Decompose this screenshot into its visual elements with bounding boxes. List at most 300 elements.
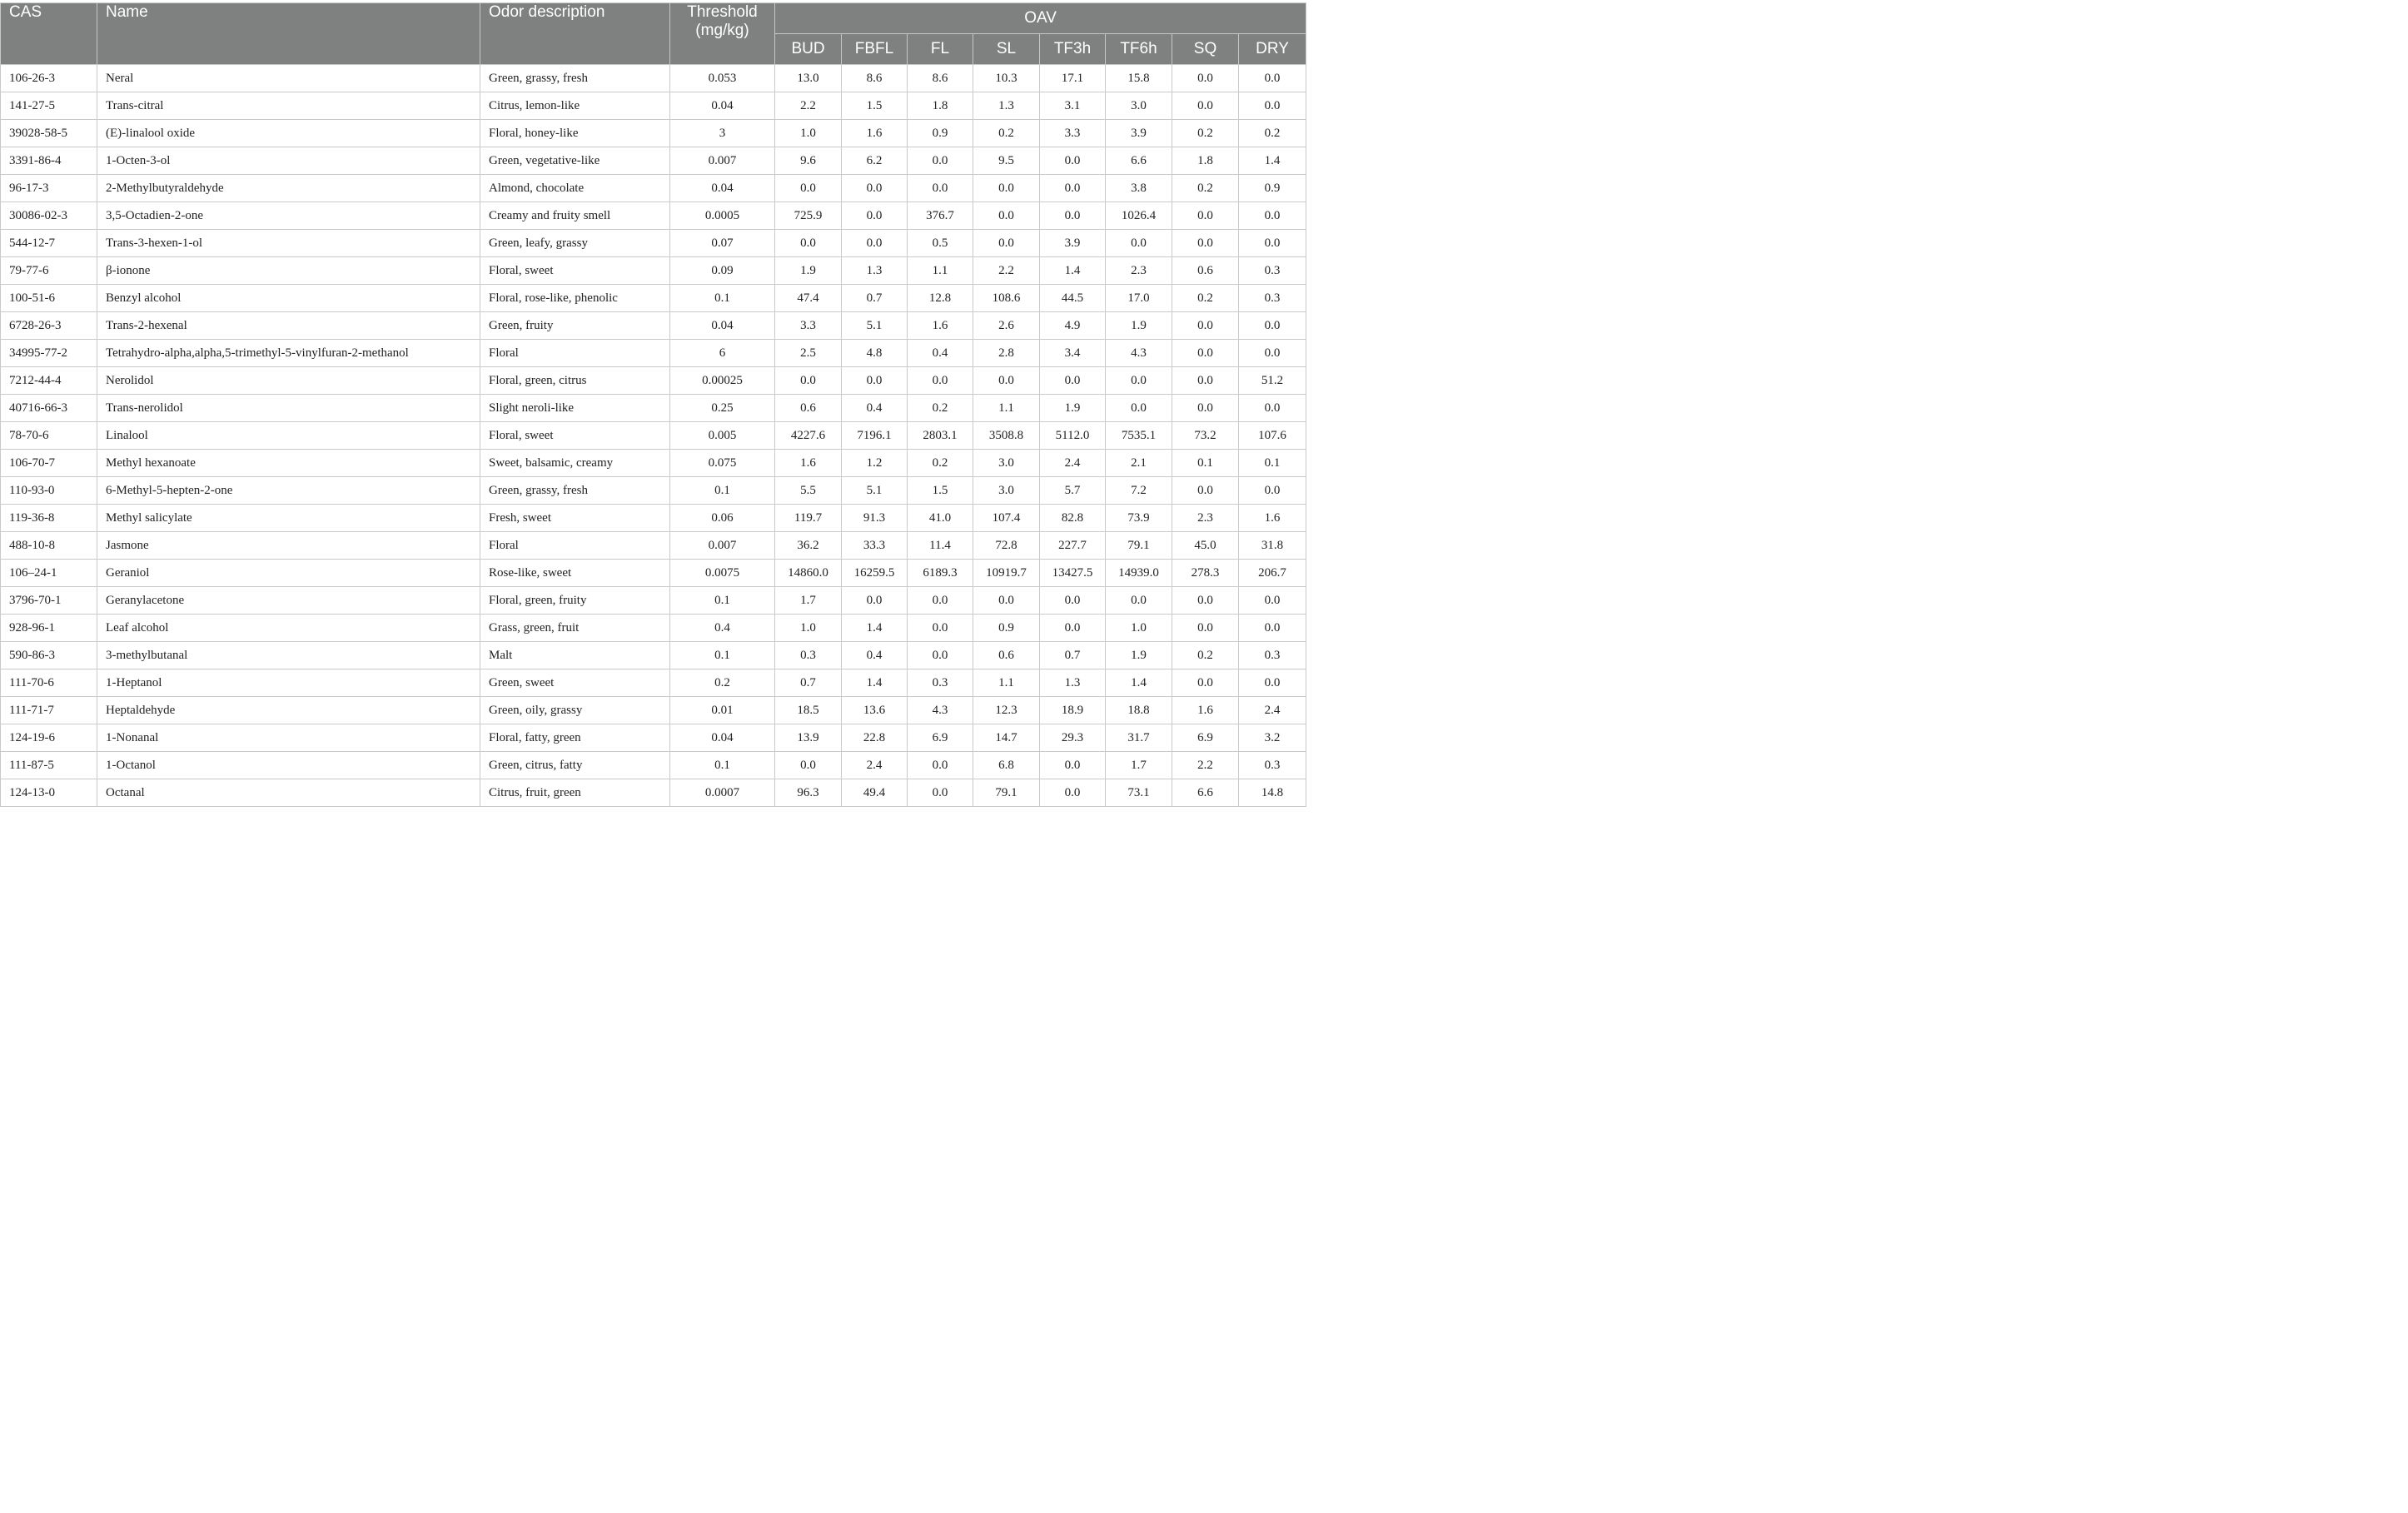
cell-cas: 30086-02-3	[1, 202, 97, 230]
cell-cas: 96-17-3	[1, 175, 97, 202]
cell-odor-description: Green, leafy, grassy	[480, 230, 670, 257]
cell-oav-bud: 1.0	[775, 615, 842, 642]
cell-oav-bud: 1.0	[775, 120, 842, 147]
cell-odor-description: Floral, green, citrus	[480, 367, 670, 395]
cell-oav-sq: 0.0	[1172, 340, 1239, 367]
cell-oav-tf6h: 0.0	[1106, 230, 1172, 257]
table-row	[1, 120, 1306, 147]
cell-cas: 100-51-6	[1, 285, 97, 312]
cell-name: Trans-nerolidol	[97, 395, 480, 422]
cell-name: (E)-linalool oxide	[97, 120, 480, 147]
cell-oav-fl: 1.8	[908, 92, 973, 120]
cell-oav-fl: 0.0	[908, 587, 973, 615]
cell-oav-dry: 0.3	[1239, 752, 1306, 779]
cell-oav-dry: 0.0	[1239, 202, 1306, 230]
table-row	[1, 560, 1306, 587]
cell-name: Heptaldehyde	[97, 697, 480, 724]
cell-oav-tf6h: 1.7	[1106, 752, 1172, 779]
cell-odor-description: Floral	[480, 532, 670, 560]
table-row	[1, 230, 1306, 257]
cell-oav-dry: 0.0	[1239, 65, 1306, 92]
cell-odor-description: Green, oily, grassy	[480, 697, 670, 724]
table-row	[1, 285, 1306, 312]
cell-oav-fbfl: 16259.5	[842, 560, 908, 587]
cell-oav-fbfl: 7196.1	[842, 422, 908, 450]
cell-oav-bud: 2.2	[775, 92, 842, 120]
cell-oav-tf6h: 79.1	[1106, 532, 1172, 560]
cell-oav-fl: 0.9	[908, 120, 973, 147]
cell-odor-description: Creamy and fruity smell	[480, 202, 670, 230]
cell-oav-dry: 0.0	[1239, 312, 1306, 340]
cell-odor-description: Green, sweet	[480, 669, 670, 697]
cell-oav-tf3h: 0.0	[1040, 147, 1106, 175]
cell-odor-description: Green, grassy, fresh	[480, 65, 670, 92]
table-row	[1, 477, 1306, 505]
cell-oav-fl: 376.7	[908, 202, 973, 230]
cell-oav-tf6h: 17.0	[1106, 285, 1172, 312]
cell-name: β-ionone	[97, 257, 480, 285]
cell-oav-tf6h: 31.7	[1106, 724, 1172, 752]
cell-oav-tf3h: 1.9	[1040, 395, 1106, 422]
cell-odor-description: Almond, chocolate	[480, 175, 670, 202]
cell-oav-tf3h: 0.0	[1040, 367, 1106, 395]
cell-oav-fbfl: 1.6	[842, 120, 908, 147]
cell-oav-dry: 0.1	[1239, 450, 1306, 477]
cell-threshold: 0.2	[670, 669, 775, 697]
table-row	[1, 505, 1306, 532]
cell-oav-bud: 18.5	[775, 697, 842, 724]
cell-odor-description: Slight neroli-like	[480, 395, 670, 422]
cell-oav-sl: 1.1	[973, 395, 1040, 422]
cell-threshold: 0.1	[670, 285, 775, 312]
cell-oav-fbfl: 0.7	[842, 285, 908, 312]
cell-cas: 590-86-3	[1, 642, 97, 669]
cell-oav-bud: 725.9	[775, 202, 842, 230]
cell-oav-fl: 6.9	[908, 724, 973, 752]
table-row	[1, 669, 1306, 697]
cell-oav-bud: 1.7	[775, 587, 842, 615]
cell-oav-fl: 0.0	[908, 175, 973, 202]
cell-oav-sl: 10.3	[973, 65, 1040, 92]
cell-oav-bud: 119.7	[775, 505, 842, 532]
cell-oav-fbfl: 1.4	[842, 669, 908, 697]
cell-oav-dry: 0.3	[1239, 642, 1306, 669]
cell-odor-description: Fresh, sweet	[480, 505, 670, 532]
cell-odor-description: Floral, fatty, green	[480, 724, 670, 752]
cell-oav-sl: 1.3	[973, 92, 1040, 120]
cell-oav-sl: 10919.7	[973, 560, 1040, 587]
cell-oav-fl: 8.6	[908, 65, 973, 92]
cell-oav-fbfl: 0.4	[842, 642, 908, 669]
cell-oav-dry: 14.8	[1239, 779, 1306, 807]
cell-oav-bud: 9.6	[775, 147, 842, 175]
cell-threshold: 0.4	[670, 615, 775, 642]
cell-threshold: 0.007	[670, 147, 775, 175]
cell-threshold: 0.005	[670, 422, 775, 450]
cell-oav-tf6h: 14939.0	[1106, 560, 1172, 587]
cell-name: Tetrahydro-alpha,alpha,5-trimethyl-5-vinylfuran-2-methanol	[97, 340, 480, 367]
cell-oav-bud: 14860.0	[775, 560, 842, 587]
cell-oav-sq: 278.3	[1172, 560, 1239, 587]
header-cas: CAS	[1, 3, 97, 65]
cell-oav-sl: 0.0	[973, 202, 1040, 230]
cell-name: Geraniol	[97, 560, 480, 587]
cell-oav-tf3h: 227.7	[1040, 532, 1106, 560]
cell-oav-tf3h: 13427.5	[1040, 560, 1106, 587]
cell-oav-bud: 2.5	[775, 340, 842, 367]
cell-oav-fl: 0.0	[908, 615, 973, 642]
cell-threshold: 0.007	[670, 532, 775, 560]
cell-oav-fl: 6189.3	[908, 560, 973, 587]
cell-oav-dry: 0.0	[1239, 340, 1306, 367]
table-row	[1, 642, 1306, 669]
cell-oav-sq: 1.6	[1172, 697, 1239, 724]
cell-odor-description: Green, fruity	[480, 312, 670, 340]
cell-oav-fl: 1.1	[908, 257, 973, 285]
cell-oav-dry: 0.3	[1239, 257, 1306, 285]
cell-oav-bud: 13.0	[775, 65, 842, 92]
cell-cas: 106-26-3	[1, 65, 97, 92]
cell-oav-sl: 3.0	[973, 477, 1040, 505]
cell-odor-description: Grass, green, fruit	[480, 615, 670, 642]
cell-threshold: 0.053	[670, 65, 775, 92]
table-row	[1, 779, 1306, 807]
table-row	[1, 615, 1306, 642]
cell-oav-sl: 14.7	[973, 724, 1040, 752]
cell-odor-description: Floral	[480, 340, 670, 367]
cell-threshold: 0.07	[670, 230, 775, 257]
table-row	[1, 422, 1306, 450]
cell-oav-tf6h: 7.2	[1106, 477, 1172, 505]
cell-name: Methyl hexanoate	[97, 450, 480, 477]
cell-oav-sq: 0.2	[1172, 120, 1239, 147]
cell-odor-description: Floral, sweet	[480, 257, 670, 285]
cell-oav-tf3h: 5.7	[1040, 477, 1106, 505]
cell-name: 1-Octanol	[97, 752, 480, 779]
cell-oav-tf3h: 4.9	[1040, 312, 1106, 340]
cell-oav-fbfl: 1.5	[842, 92, 908, 120]
cell-threshold: 0.06	[670, 505, 775, 532]
table-row	[1, 92, 1306, 120]
cell-oav-dry: 2.4	[1239, 697, 1306, 724]
cell-oav-sl: 0.0	[973, 587, 1040, 615]
cell-oav-bud: 13.9	[775, 724, 842, 752]
cell-oav-dry: 0.0	[1239, 477, 1306, 505]
header-oav-group: OAV	[775, 3, 1306, 34]
cell-name: Trans-3-hexen-1-ol	[97, 230, 480, 257]
cell-oav-dry: 0.9	[1239, 175, 1306, 202]
cell-oav-sq: 0.0	[1172, 202, 1239, 230]
cell-oav-fbfl: 0.0	[842, 587, 908, 615]
cell-oav-sl: 6.8	[973, 752, 1040, 779]
cell-oav-fl: 4.3	[908, 697, 973, 724]
cell-cas: 106–24-1	[1, 560, 97, 587]
table-row	[1, 367, 1306, 395]
header-oav-dry: DRY	[1239, 34, 1306, 65]
cell-oav-dry: 31.8	[1239, 532, 1306, 560]
cell-name: 2-Methylbutyraldehyde	[97, 175, 480, 202]
cell-name: 6-Methyl-5-hepten-2-one	[97, 477, 480, 505]
cell-threshold: 0.01	[670, 697, 775, 724]
cell-oav-tf3h: 0.0	[1040, 779, 1106, 807]
cell-oav-tf6h: 4.3	[1106, 340, 1172, 367]
cell-oav-fl: 0.3	[908, 669, 973, 697]
cell-oav-sq: 0.0	[1172, 312, 1239, 340]
cell-threshold: 0.00025	[670, 367, 775, 395]
cell-oav-dry: 0.0	[1239, 230, 1306, 257]
cell-oav-tf3h: 2.4	[1040, 450, 1106, 477]
cell-oav-sq: 0.0	[1172, 395, 1239, 422]
cell-name: 3,5-Octadien-2-one	[97, 202, 480, 230]
cell-oav-fbfl: 13.6	[842, 697, 908, 724]
cell-oav-tf6h: 3.8	[1106, 175, 1172, 202]
header-threshold-line1: Threshold	[687, 3, 758, 21]
cell-oav-tf3h: 5112.0	[1040, 422, 1106, 450]
table-row	[1, 697, 1306, 724]
cell-oav-sq: 2.2	[1172, 752, 1239, 779]
table-row	[1, 175, 1306, 202]
table-body	[1, 65, 1306, 807]
cell-cas: 124-19-6	[1, 724, 97, 752]
cell-threshold: 0.04	[670, 92, 775, 120]
cell-oav-sq: 45.0	[1172, 532, 1239, 560]
cell-cas: 78-70-6	[1, 422, 97, 450]
cell-oav-tf6h: 1.9	[1106, 312, 1172, 340]
cell-oav-tf6h: 6.6	[1106, 147, 1172, 175]
cell-cas: 3796-70-1	[1, 587, 97, 615]
cell-threshold: 0.04	[670, 175, 775, 202]
cell-oav-sl: 107.4	[973, 505, 1040, 532]
header-threshold	[670, 3, 775, 65]
cell-cas: 6728-26-3	[1, 312, 97, 340]
cell-oav-tf3h: 29.3	[1040, 724, 1106, 752]
cell-oav-sq: 73.2	[1172, 422, 1239, 450]
cell-name: Trans-citral	[97, 92, 480, 120]
cell-oav-sq: 2.3	[1172, 505, 1239, 532]
cell-oav-sq: 0.0	[1172, 477, 1239, 505]
cell-oav-dry: 0.0	[1239, 92, 1306, 120]
table-row	[1, 65, 1306, 92]
cell-oav-dry: 0.0	[1239, 669, 1306, 697]
cell-threshold: 0.09	[670, 257, 775, 285]
cell-odor-description: Floral, green, fruity	[480, 587, 670, 615]
cell-cas: 111-70-6	[1, 669, 97, 697]
cell-oav-dry: 107.6	[1239, 422, 1306, 450]
cell-oav-fl: 41.0	[908, 505, 973, 532]
cell-oav-bud: 4227.6	[775, 422, 842, 450]
cell-oav-fbfl: 0.0	[842, 175, 908, 202]
table-row	[1, 450, 1306, 477]
cell-oav-tf3h: 3.4	[1040, 340, 1106, 367]
cell-oav-sl: 1.1	[973, 669, 1040, 697]
header-oav-fl: FL	[908, 34, 973, 65]
cell-oav-sq: 0.2	[1172, 175, 1239, 202]
table-row	[1, 257, 1306, 285]
cell-name: 1-Nonanal	[97, 724, 480, 752]
cell-oav-fl: 0.2	[908, 395, 973, 422]
cell-oav-sl: 0.6	[973, 642, 1040, 669]
cell-oav-dry: 0.0	[1239, 587, 1306, 615]
cell-oav-fbfl: 33.3	[842, 532, 908, 560]
cell-oav-sl: 0.9	[973, 615, 1040, 642]
cell-oav-fl: 0.0	[908, 752, 973, 779]
cell-cas: 488-10-8	[1, 532, 97, 560]
oav-table	[0, 2, 1306, 807]
table-header	[1, 3, 1306, 65]
cell-threshold: 0.1	[670, 587, 775, 615]
cell-oav-fbfl: 91.3	[842, 505, 908, 532]
cell-oav-fl: 0.0	[908, 642, 973, 669]
cell-oav-fbfl: 8.6	[842, 65, 908, 92]
cell-cas: 79-77-6	[1, 257, 97, 285]
cell-oav-sq: 0.0	[1172, 615, 1239, 642]
cell-odor-description: Floral, honey-like	[480, 120, 670, 147]
header-name: Name	[97, 3, 480, 65]
cell-oav-tf3h: 0.0	[1040, 175, 1106, 202]
cell-oav-fl: 1.6	[908, 312, 973, 340]
cell-oav-sq: 0.0	[1172, 92, 1239, 120]
cell-oav-tf3h: 18.9	[1040, 697, 1106, 724]
cell-odor-description: Sweet, balsamic, creamy	[480, 450, 670, 477]
cell-oav-fbfl: 1.3	[842, 257, 908, 285]
header-oav-fbfl: FBFL	[842, 34, 908, 65]
cell-odor-description: Green, grassy, fresh	[480, 477, 670, 505]
header-oav-tf6h: TF6h	[1106, 34, 1172, 65]
cell-odor-description: Floral, rose-like, phenolic	[480, 285, 670, 312]
cell-oav-tf3h: 0.0	[1040, 202, 1106, 230]
cell-threshold: 6	[670, 340, 775, 367]
table-row	[1, 532, 1306, 560]
cell-oav-bud: 0.0	[775, 752, 842, 779]
cell-oav-tf6h: 2.3	[1106, 257, 1172, 285]
cell-oav-sq: 1.8	[1172, 147, 1239, 175]
header-odor-description: Odor description	[480, 3, 670, 65]
cell-oav-fl: 0.2	[908, 450, 973, 477]
cell-oav-tf6h: 1.9	[1106, 642, 1172, 669]
table-row	[1, 752, 1306, 779]
cell-name: 1-Octen-3-ol	[97, 147, 480, 175]
cell-oav-fbfl: 49.4	[842, 779, 908, 807]
cell-oav-bud: 0.0	[775, 367, 842, 395]
cell-oav-tf6h: 18.8	[1106, 697, 1172, 724]
cell-oav-tf6h: 7535.1	[1106, 422, 1172, 450]
cell-odor-description: Green, vegetative-like	[480, 147, 670, 175]
cell-oav-tf6h: 1.4	[1106, 669, 1172, 697]
cell-name: Octanal	[97, 779, 480, 807]
cell-oav-bud: 0.0	[775, 230, 842, 257]
header-oav-bud: BUD	[775, 34, 842, 65]
cell-oav-sl: 0.0	[973, 230, 1040, 257]
cell-oav-tf6h: 0.0	[1106, 395, 1172, 422]
cell-oav-tf6h: 0.0	[1106, 587, 1172, 615]
cell-threshold: 0.04	[670, 724, 775, 752]
cell-oav-tf3h: 0.0	[1040, 587, 1106, 615]
cell-oav-bud: 3.3	[775, 312, 842, 340]
cell-oav-bud: 47.4	[775, 285, 842, 312]
cell-name: Leaf alcohol	[97, 615, 480, 642]
cell-cas: 39028-58-5	[1, 120, 97, 147]
cell-oav-sq: 0.0	[1172, 367, 1239, 395]
cell-oav-fbfl: 1.4	[842, 615, 908, 642]
cell-oav-dry: 1.4	[1239, 147, 1306, 175]
cell-oav-sl: 0.2	[973, 120, 1040, 147]
cell-cas: 124-13-0	[1, 779, 97, 807]
cell-oav-tf6h: 73.9	[1106, 505, 1172, 532]
cell-oav-bud: 1.9	[775, 257, 842, 285]
cell-threshold: 0.25	[670, 395, 775, 422]
cell-oav-fbfl: 22.8	[842, 724, 908, 752]
cell-name: Nerolidol	[97, 367, 480, 395]
cell-name: Benzyl alcohol	[97, 285, 480, 312]
cell-oav-sl: 79.1	[973, 779, 1040, 807]
cell-oav-sl: 2.2	[973, 257, 1040, 285]
cell-oav-dry: 0.2	[1239, 120, 1306, 147]
cell-oav-sl: 2.8	[973, 340, 1040, 367]
table-row	[1, 340, 1306, 367]
cell-oav-fbfl: 0.4	[842, 395, 908, 422]
cell-oav-sq: 0.0	[1172, 587, 1239, 615]
cell-oav-fbfl: 4.8	[842, 340, 908, 367]
cell-oav-bud: 96.3	[775, 779, 842, 807]
cell-oav-dry: 1.6	[1239, 505, 1306, 532]
cell-name: Jasmone	[97, 532, 480, 560]
cell-oav-tf3h: 17.1	[1040, 65, 1106, 92]
cell-oav-fl: 2803.1	[908, 422, 973, 450]
cell-odor-description: Floral, sweet	[480, 422, 670, 450]
cell-oav-tf6h: 0.0	[1106, 367, 1172, 395]
cell-oav-fl: 1.5	[908, 477, 973, 505]
cell-oav-bud: 0.0	[775, 175, 842, 202]
cell-threshold: 0.075	[670, 450, 775, 477]
cell-oav-sl: 12.3	[973, 697, 1040, 724]
cell-cas: 3391-86-4	[1, 147, 97, 175]
cell-cas: 34995-77-2	[1, 340, 97, 367]
cell-oav-fbfl: 0.0	[842, 202, 908, 230]
cell-oav-bud: 0.7	[775, 669, 842, 697]
cell-oav-tf3h: 1.3	[1040, 669, 1106, 697]
cell-name: Trans-2-hexenal	[97, 312, 480, 340]
cell-threshold: 0.04	[670, 312, 775, 340]
cell-threshold: 0.1	[670, 477, 775, 505]
cell-oav-sl: 3508.8	[973, 422, 1040, 450]
cell-oav-fbfl: 1.2	[842, 450, 908, 477]
table-row	[1, 724, 1306, 752]
cell-oav-sq: 0.1	[1172, 450, 1239, 477]
cell-oav-sl: 108.6	[973, 285, 1040, 312]
cell-oav-sl: 2.6	[973, 312, 1040, 340]
cell-threshold: 0.1	[670, 642, 775, 669]
cell-oav-dry: 0.3	[1239, 285, 1306, 312]
cell-name: 3-methylbutanal	[97, 642, 480, 669]
cell-oav-tf6h: 3.0	[1106, 92, 1172, 120]
table-row	[1, 312, 1306, 340]
cell-oav-tf3h: 0.0	[1040, 752, 1106, 779]
cell-oav-tf3h: 0.7	[1040, 642, 1106, 669]
cell-oav-sq: 0.2	[1172, 285, 1239, 312]
cell-oav-tf3h: 3.9	[1040, 230, 1106, 257]
cell-oav-fbfl: 5.1	[842, 477, 908, 505]
cell-cas: 544-12-7	[1, 230, 97, 257]
cell-threshold: 0.1	[670, 752, 775, 779]
cell-oav-sq: 0.0	[1172, 65, 1239, 92]
cell-odor-description: Citrus, fruit, green	[480, 779, 670, 807]
cell-oav-fl: 0.4	[908, 340, 973, 367]
cell-oav-fl: 0.0	[908, 779, 973, 807]
cell-threshold: 3	[670, 120, 775, 147]
cell-oav-sq: 6.6	[1172, 779, 1239, 807]
cell-name: Geranylacetone	[97, 587, 480, 615]
cell-cas: 141-27-5	[1, 92, 97, 120]
